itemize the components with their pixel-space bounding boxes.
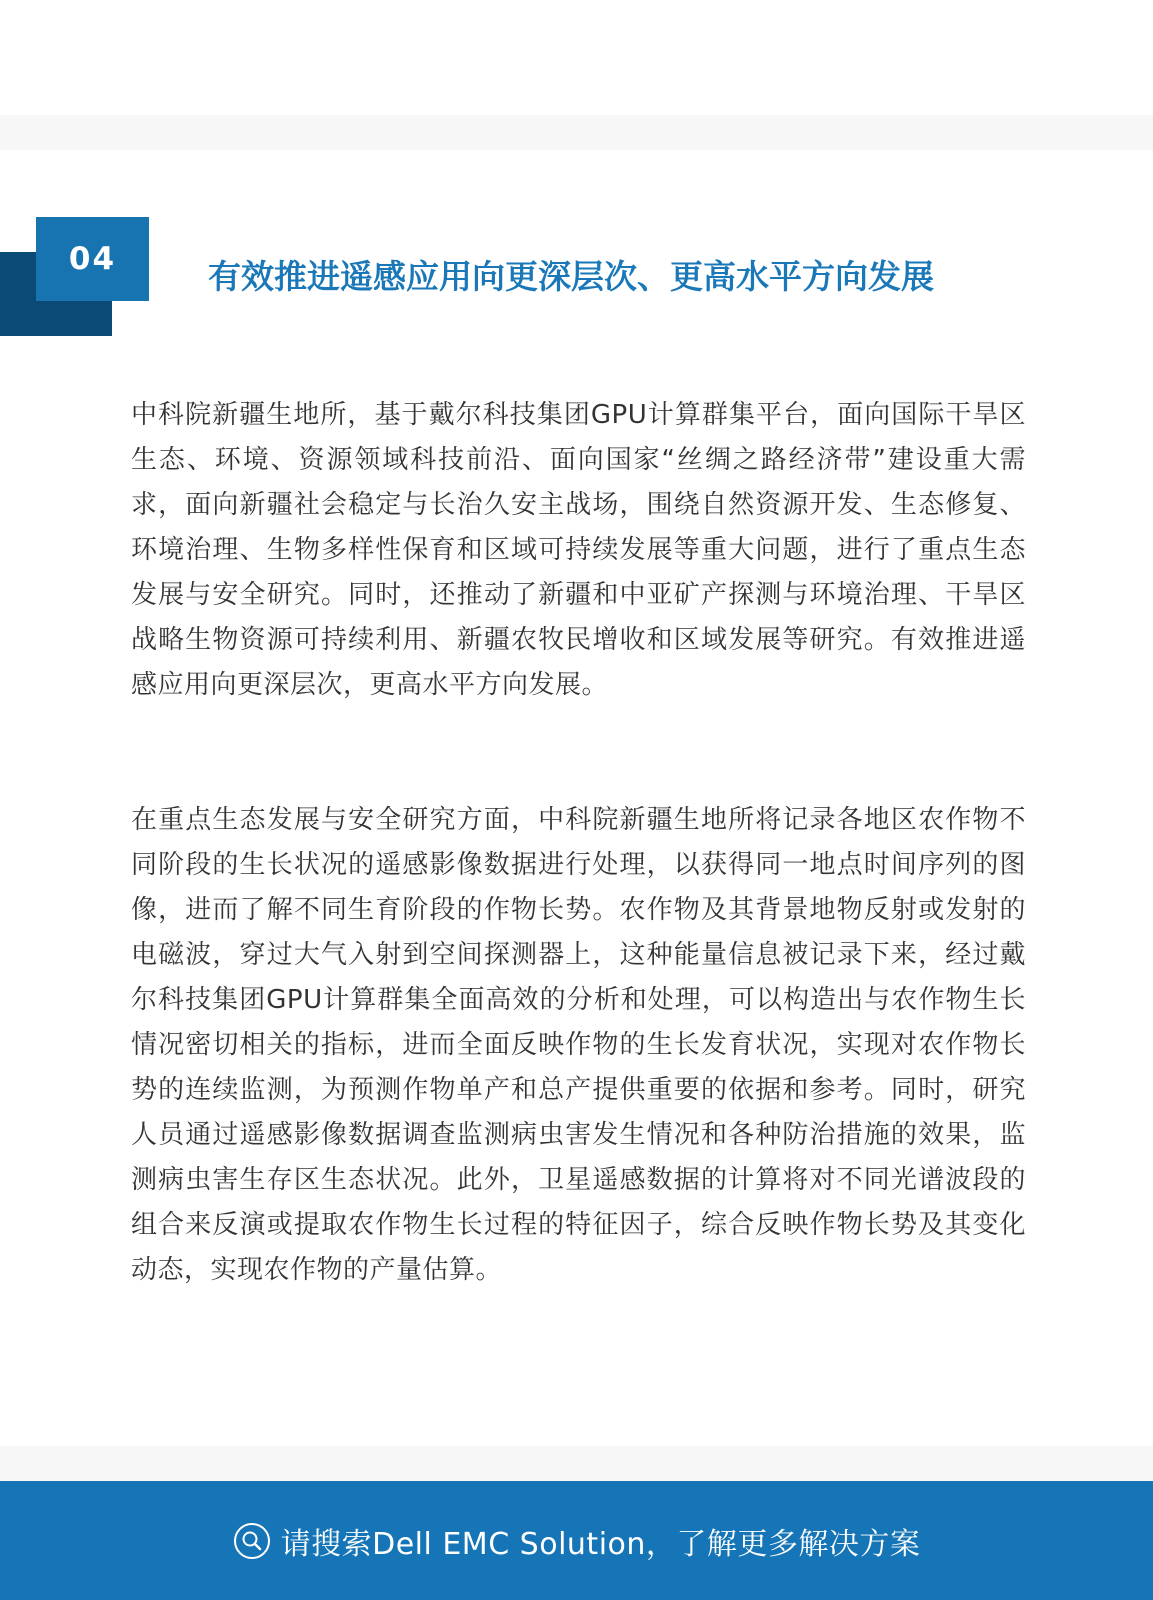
section-number-badge: 04 bbox=[36, 217, 149, 301]
top-band bbox=[0, 115, 1153, 150]
body-paragraph-2: 在重点生态发展与安全研究方面，中科院新疆生地所将记录各地区农作物不同阶段的生长状况的遥感影像数据进行处理，以获得同一地点时间序列的图像，进而了解不同生育阶段的作物长势。农作物及其背景地物反射或发射的电磁波，穿过大气入射到空间探测器上，这种能量信息被记录下来，经过戴尔科技集团GPU计算群集全面高效的分析和处理，可以构造出与农作物生长情况密切相关的指标，进而全面反映作物的生长发育状况，实现对农作物长势的连续监测，为预测作物单产和总产提供重要的依据和参考。同时，研究人员通过遥感影像数据调查监测病虫害发生情况和各种防治措施的效果，监测病虫害生存区生态状况。此外，卫星遥感数据的计算将对不同光谱波段的组合来反演或提取农作物生长过程的特征因子，综合反映作物长势及其变化动态，实现农作物的产量估算。 bbox=[131, 805, 1026, 1285]
body-paragraph-1: 中科院新疆生地所，基于戴尔科技集团GPU计算群集平台，面向国际干旱区生态、环境、资源领域科技前沿、面向国家“丝绸之路经济带”建设重大需求，面向新疆社会稳定与长治久安主战场，围绕自然资源开发、生态修复、环境治理、生物多样性保育和区域可持续发展等重大问题，进行了重点生态发展与安全研究。同时，还推动了新疆和中亚矿产探测与环境治理、干旱区战略生物资源可持续利用、新疆农牧民增收和区域发展等研究。有效推进遥感应用向更深层次，更高水平方向发展。 bbox=[131, 400, 1026, 700]
bottom-band bbox=[0, 1446, 1153, 1481]
section-title: 有效推进遥感应用向更深层次、更高水平方向发展 bbox=[208, 257, 934, 296]
search-icon bbox=[233, 1522, 271, 1560]
footer-search-prompt[interactable] bbox=[233, 1519, 921, 1563]
footer-banner bbox=[0, 1481, 1153, 1600]
footer-text: 请搜索Dell EMC Solution，了解更多解决方案 bbox=[280, 1526, 921, 1562]
